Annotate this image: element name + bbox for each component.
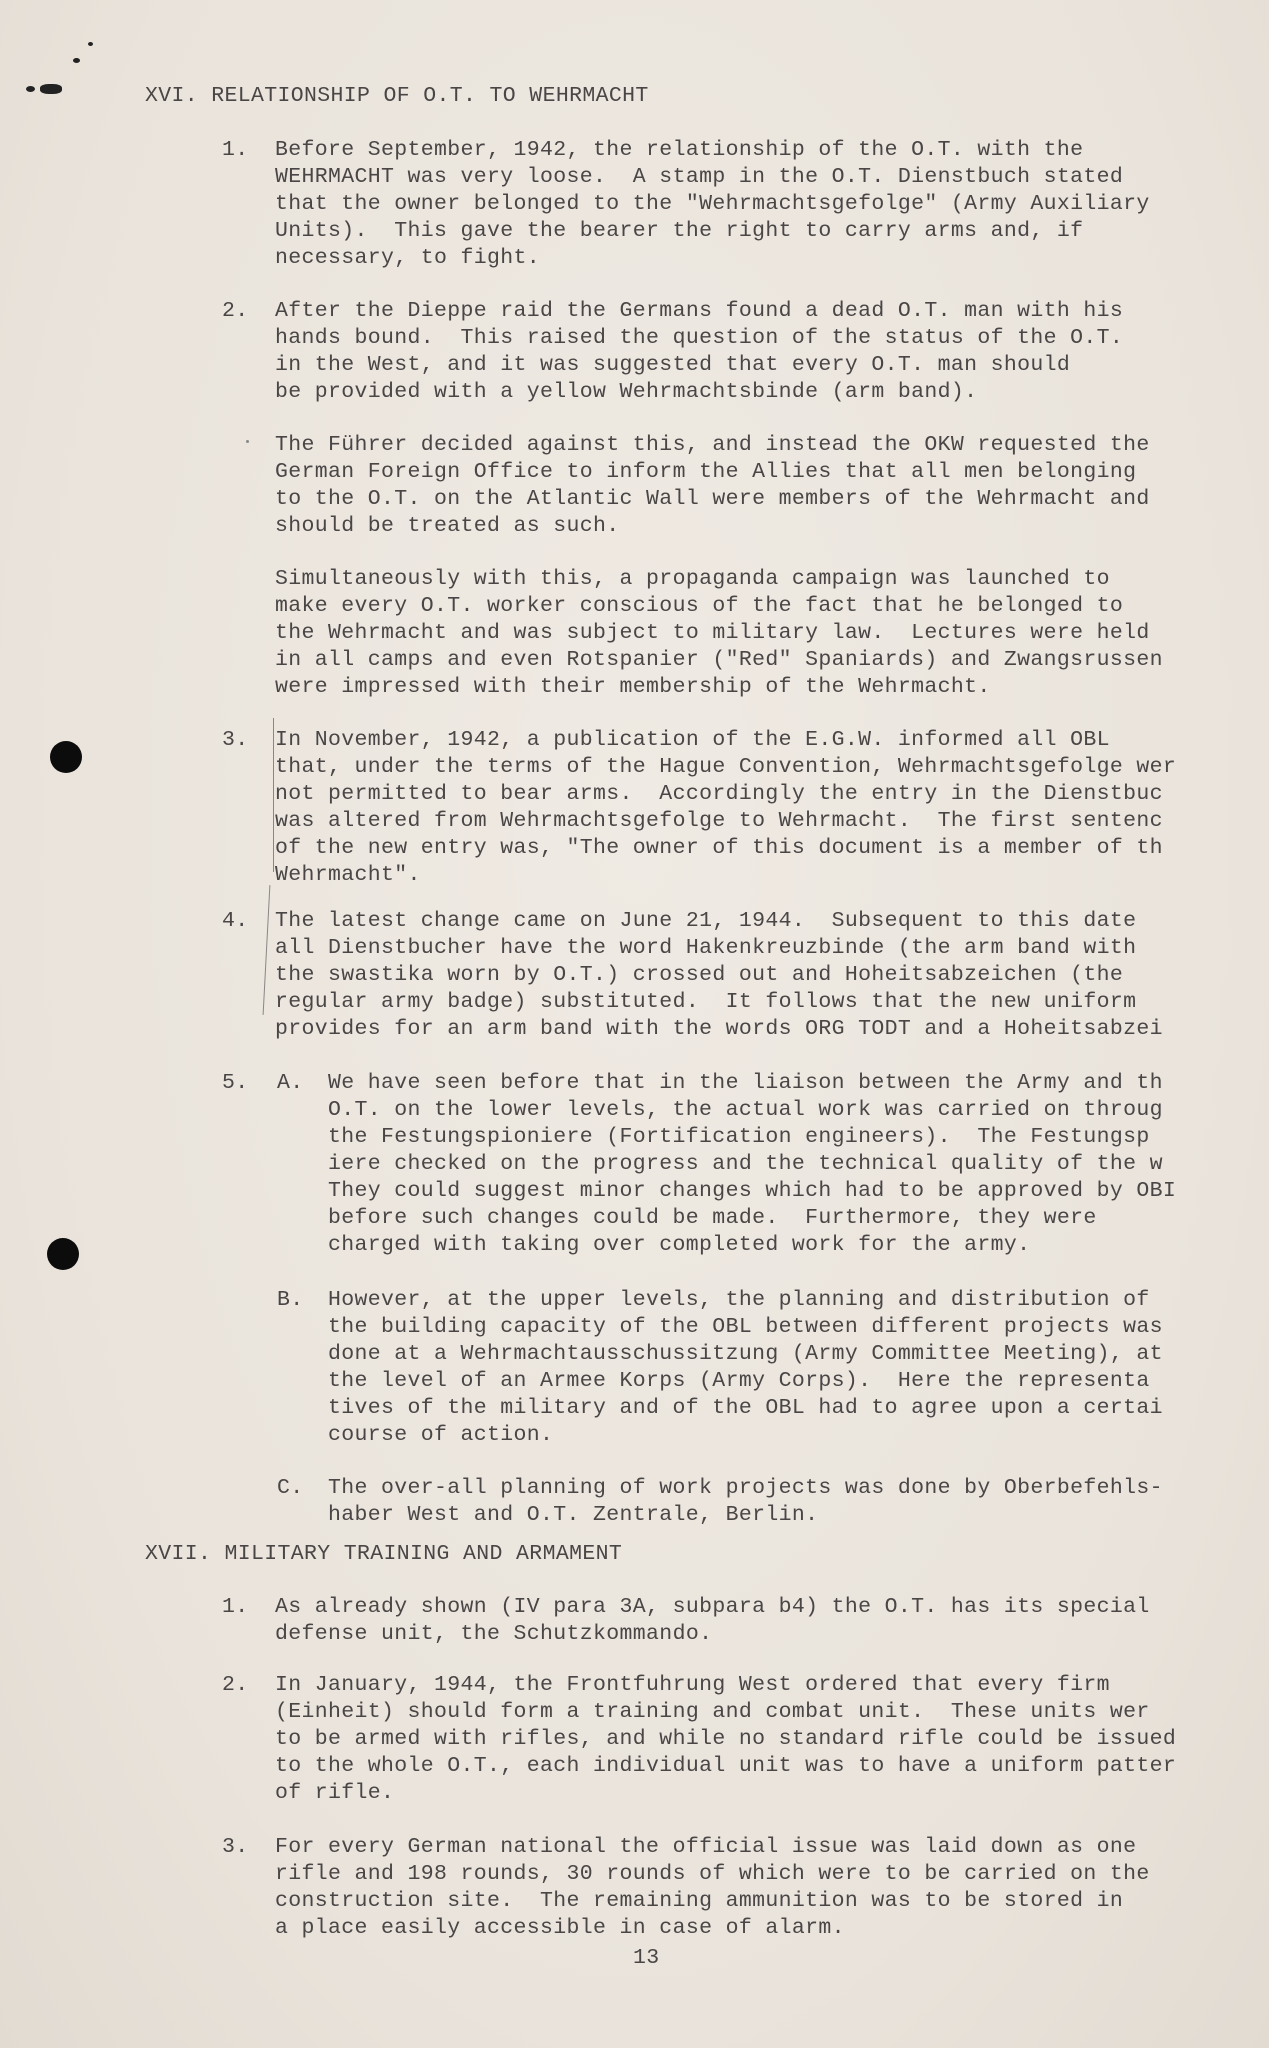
text-line: were impressed with their membership of the Wehrmacht.: [275, 675, 991, 699]
text-line: defense unit, the Schutzkommando.: [275, 1622, 713, 1646]
margin-pencil-mark: [273, 718, 274, 872]
text-line: iere checked on the progress and the technical quality of the w: [328, 1152, 1163, 1176]
text-line: a place easily accessible in case of alarm.: [275, 1916, 845, 1940]
text-line: be provided with a yellow Wehrmachtsbinde (arm band).: [275, 380, 978, 404]
text-line: all Dienstbucher have the word Hakenkreuzbinde (the arm band with: [275, 936, 1137, 960]
text-line: However, at the upper levels, the planning and distribution of: [328, 1288, 1150, 1312]
text-line: to the O.T. on the Atlantic Wall were members of the Wehrmacht and: [275, 487, 1150, 511]
text-line: charged with taking over completed work for the army.: [328, 1233, 1031, 1257]
text-line: that the owner belonged to the "Wehrmachtsgefolge" (Army Auxiliary: [275, 192, 1150, 216]
section-heading: XVII. MILITARY TRAINING AND ARMAMENT: [145, 1542, 623, 1566]
text-line: that, under the terms of the Hague Convention, Wehrmachtsgefolge wer: [275, 755, 1177, 779]
text-line: (Einheit) should form a training and combat unit. These units wer: [275, 1700, 1150, 1724]
text-line: We have seen before that in the liaison between the Army and th: [328, 1071, 1163, 1095]
paragraph-number: 3.: [222, 1835, 249, 1859]
text-line: O.T. on the lower levels, the actual work was carried on throug: [328, 1098, 1163, 1122]
text-line: the Festungspioniere (Fortification engineers). The Festungsp: [328, 1125, 1150, 1149]
ink-speck: [26, 86, 35, 92]
text-line: WEHRMACHT was very loose. A stamp in the O.T. Dienstbuch stated: [275, 165, 1124, 189]
paragraph-number: 5.: [222, 1071, 249, 1095]
text-line: After the Dieppe raid the Germans found a dead O.T. man with his: [275, 299, 1124, 323]
paragraph-number: 1.: [222, 138, 249, 162]
text-line: the swastika worn by O.T.) crossed out and Hoheitsabzeichen (the: [275, 963, 1124, 987]
text-line: German Foreign Office to inform the Allies that all men belonging: [275, 460, 1137, 484]
text-line: Wehrmacht".: [275, 863, 421, 887]
text-line: Units). This gave the bearer the right to carry arms and, if: [275, 219, 1084, 243]
text-line: in all camps and even Rotspanier ("Red" Spaniards) and Zwangsrussen: [275, 648, 1163, 672]
text-line: necessary, to fight.: [275, 246, 541, 270]
text-line: As already shown (IV para 3A, subpara b4) the O.T. has its special: [275, 1595, 1150, 1619]
text-line: the building capacity of the OBL between different projects was: [328, 1315, 1163, 1339]
section-heading: XVI. RELATIONSHIP OF O.T. TO WEHRMACHT: [145, 84, 649, 108]
text-line: the level of an Armee Korps (Army Corps). Here the representa: [328, 1369, 1150, 1393]
text-line: of the new entry was, "The owner of this document is a member of th: [275, 836, 1163, 860]
subparagraph-letter: A.: [277, 1071, 304, 1095]
text-line: the Wehrmacht and was subject to military law. Lectures were held: [275, 621, 1150, 645]
paragraph-number: 2.: [222, 299, 249, 323]
ink-speck: [246, 440, 249, 443]
page-number: 13: [633, 1946, 660, 1970]
paragraph-number: 3.: [222, 728, 249, 752]
text-line: to be armed with rifles, and while no standard rifle could be issued: [275, 1727, 1177, 1751]
subparagraph-letter: B.: [277, 1288, 304, 1312]
subparagraph-letter: C.: [277, 1476, 304, 1500]
punch-hole-bottom: [47, 1238, 79, 1270]
punch-hole-top: [50, 741, 82, 773]
text-line: The over-all planning of work projects was done by Oberbefehls-: [328, 1476, 1163, 1500]
paragraph-number: 1.: [222, 1595, 249, 1619]
text-line: In January, 1944, the Frontfuhrung West ordered that every firm: [275, 1673, 1110, 1697]
text-line: The latest change came on June 21, 1944. Subsequent to this date: [275, 909, 1137, 933]
text-line: should be treated as such.: [275, 514, 620, 538]
text-line: course of action.: [328, 1423, 554, 1447]
text-line: to the whole O.T., each individual unit was to have a uniform patter: [275, 1754, 1177, 1778]
text-line: in the West, and it was suggested that every O.T. man should: [275, 353, 1071, 377]
margin-pencil-mark: [263, 885, 271, 1015]
text-line: construction site. The remaining ammunition was to be stored in: [275, 1889, 1124, 1913]
text-line: haber West and O.T. Zentrale, Berlin.: [328, 1503, 819, 1527]
ink-speck: [88, 42, 93, 46]
paragraph-number: 4.: [222, 909, 249, 933]
text-line: In November, 1942, a publication of the E.G.W. informed all OBL: [275, 728, 1110, 752]
text-line: hands bound. This raised the question of the status of the O.T.: [275, 326, 1124, 350]
text-line: For every German national the official issue was laid down as one: [275, 1835, 1137, 1859]
text-line: The Führer decided against this, and instead the OKW requested the: [275, 433, 1150, 457]
text-line: regular army badge) substituted. It follows that the new uniform: [275, 990, 1137, 1014]
text-line: Before September, 1942, the relationship of the O.T. with the: [275, 138, 1084, 162]
text-line: Simultaneously with this, a propaganda campaign was launched to: [275, 567, 1110, 591]
text-line: tives of the military and of the OBL had to agree upon a certai: [328, 1396, 1163, 1420]
ink-speck: [40, 84, 62, 94]
paragraph-number: 2.: [222, 1673, 249, 1697]
text-line: They could suggest minor changes which had to be approved by OBI: [328, 1179, 1177, 1203]
text-line: before such changes could be made. Furthermore, they were: [328, 1206, 1097, 1230]
text-line: rifle and 198 rounds, 30 rounds of which were to be carried on the: [275, 1862, 1150, 1886]
text-line: provides for an arm band with the words ORG TODT and a Hoheitsabzei: [275, 1017, 1163, 1041]
text-line: was altered from Wehrmachtsgefolge to Wehrmacht. The first sentenc: [275, 809, 1163, 833]
text-line: make every O.T. worker conscious of the fact that he belonged to: [275, 594, 1124, 618]
text-line: of rifle.: [275, 1781, 395, 1805]
ink-speck: [73, 58, 80, 63]
text-line: not permitted to bear arms. Accordingly the entry in the Dienstbuc: [275, 782, 1163, 806]
text-line: done at a Wehrmachtausschussitzung (Army Committee Meeting), at: [328, 1342, 1163, 1366]
